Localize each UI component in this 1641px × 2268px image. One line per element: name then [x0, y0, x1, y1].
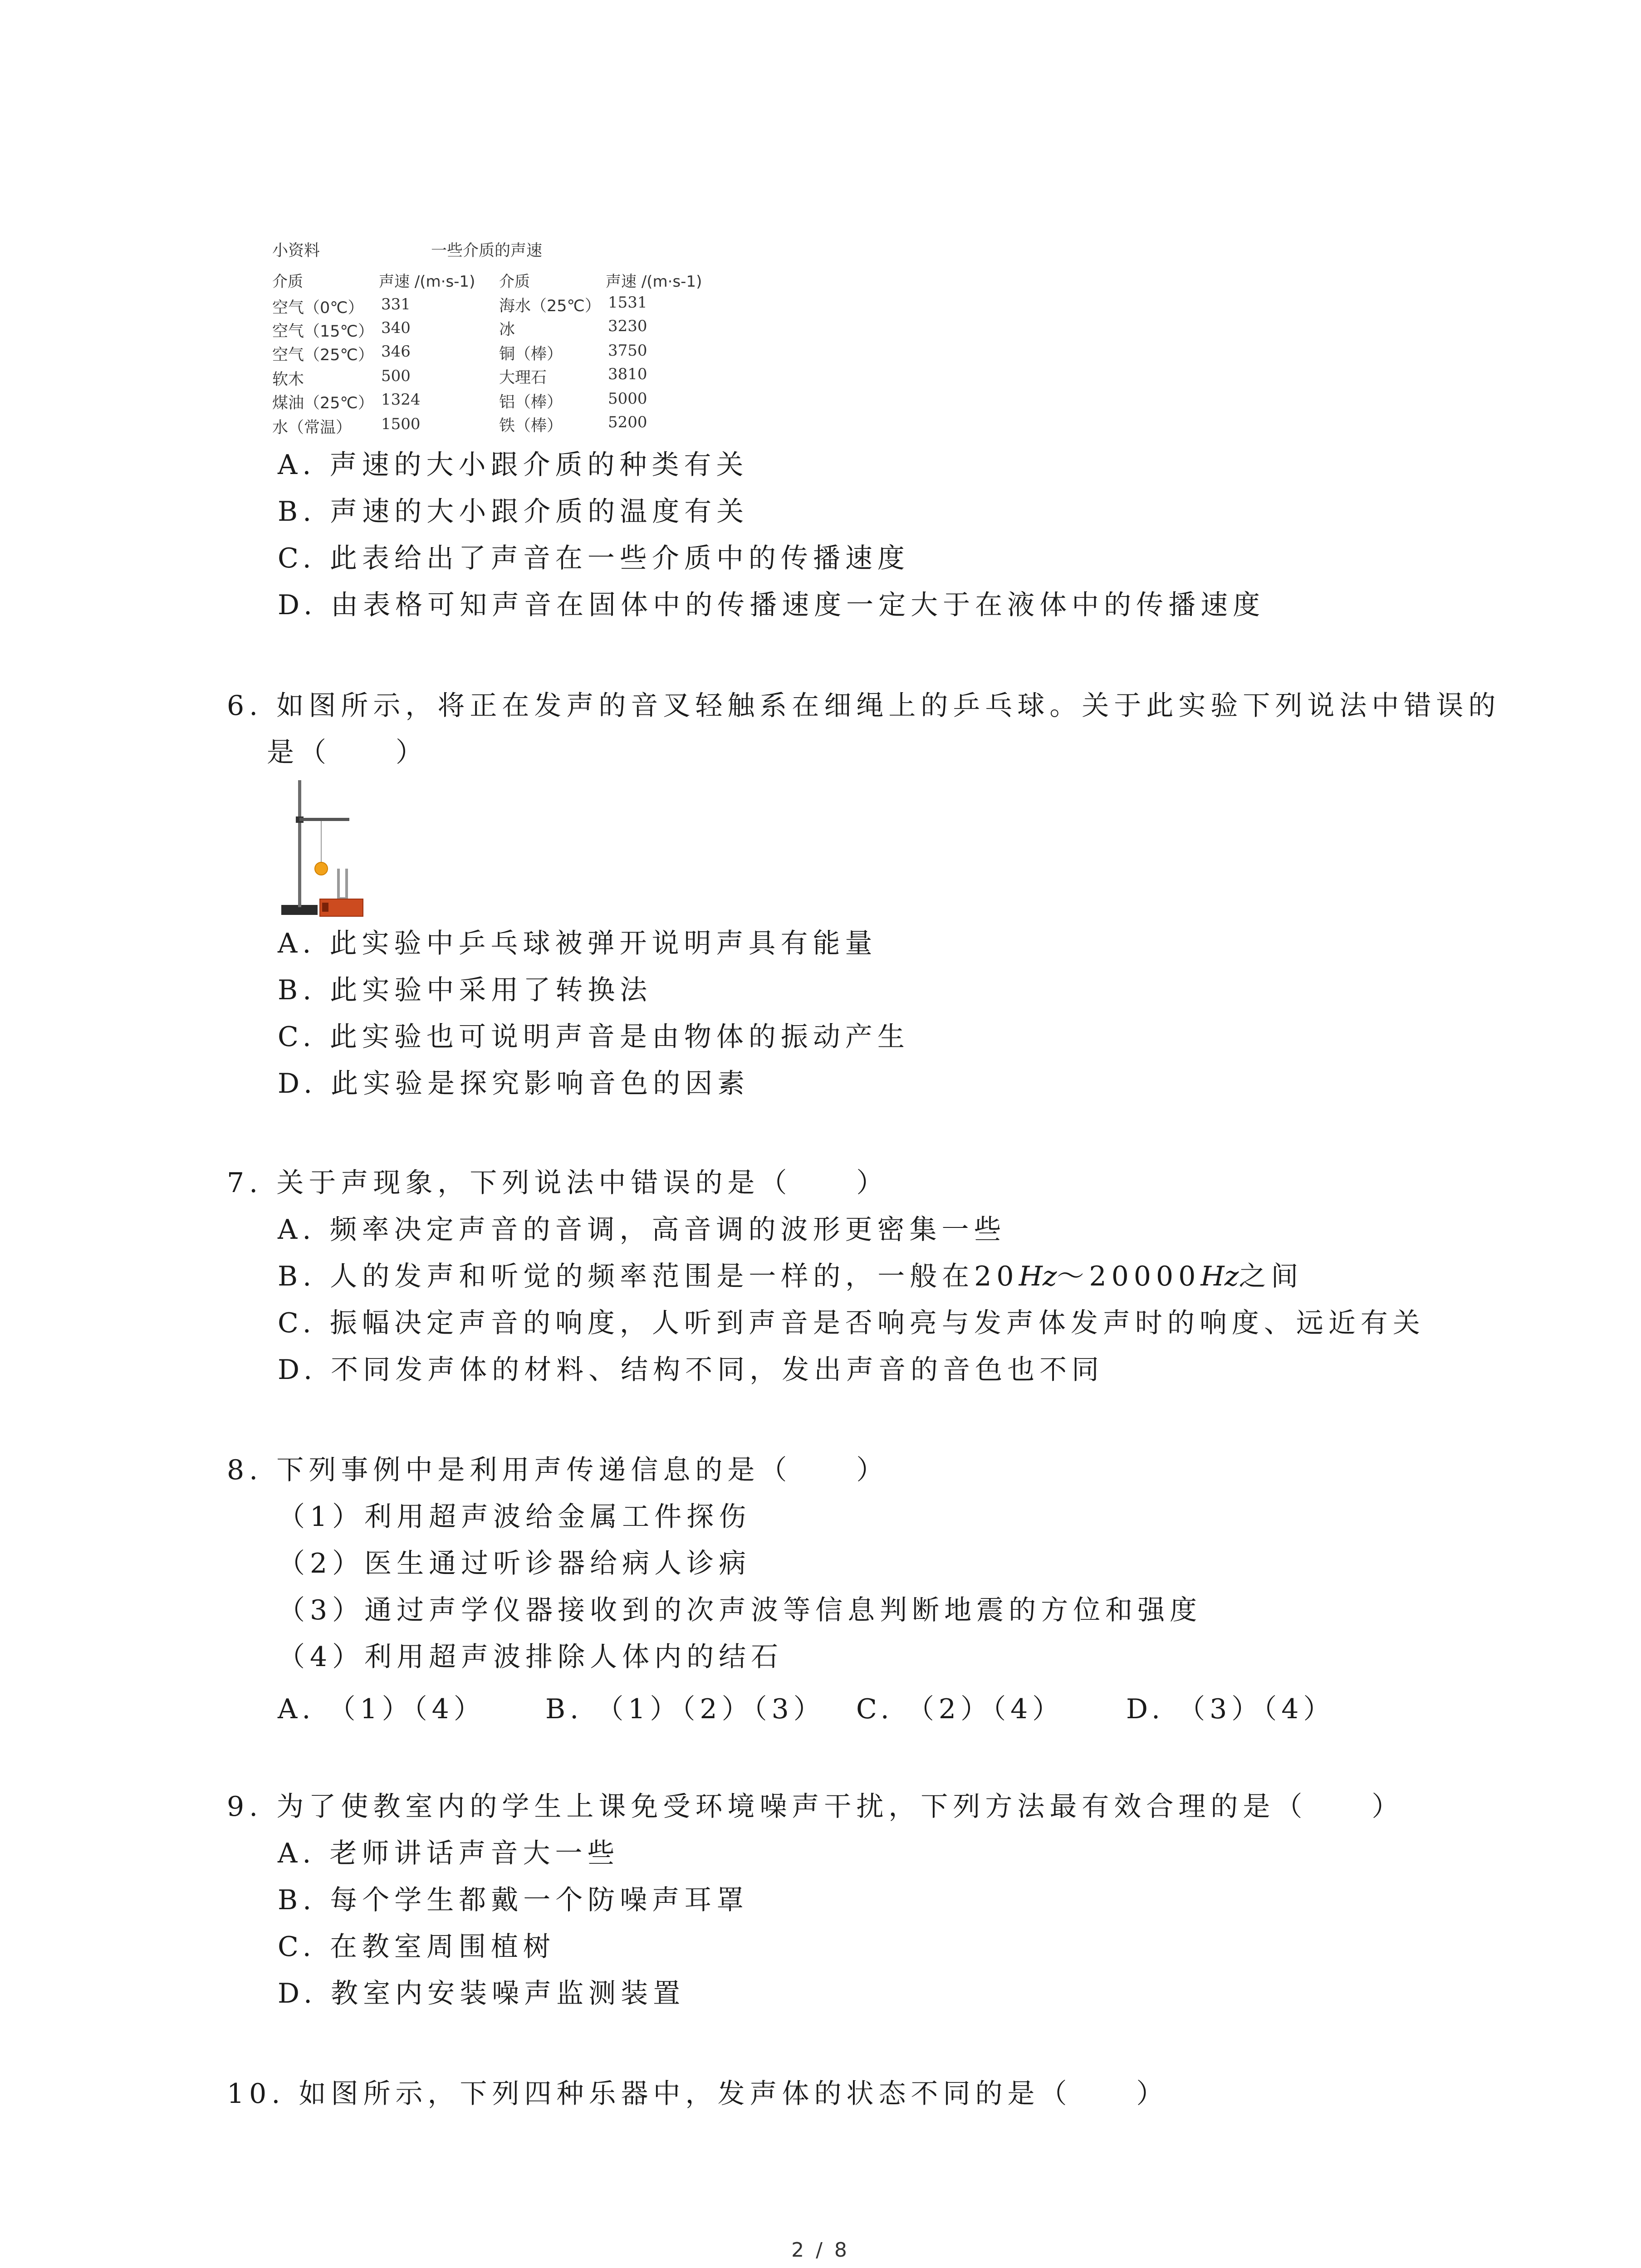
q7-option-b-text: 之间 — [1239, 1261, 1303, 1292]
table-cell-speed: 346 — [381, 342, 411, 361]
table-cell-medium: 大理石 — [499, 369, 547, 387]
table-cell-speed: 5000 — [608, 390, 647, 408]
q6-stem: 6. 如图所示，将正在发声的音叉轻触系在细绳上的乒乓球。关于此实验下列说法中错误的 — [227, 690, 1501, 722]
q7-option-d: D. 不同发声体的材料、结构不同，发出声音的音色也不同 — [278, 1354, 1104, 1386]
table-cell-medium: 铁（棒） — [499, 417, 563, 435]
tuning-fork-ball-apparatus — [277, 776, 367, 925]
ping-pong-ball — [315, 862, 328, 875]
table-head-medium: 介质 — [499, 273, 530, 291]
q8-item-4: （4）利用超声波排除人体内的结石 — [278, 1641, 784, 1673]
table-cell-speed: 331 — [381, 295, 411, 313]
q8-choice-b: B. （1）（2）（3） — [545, 1693, 825, 1725]
speed-of-sound-table — [268, 238, 721, 451]
table-cell-medium: 水（常温） — [272, 419, 352, 437]
table-cell-medium: 冰 — [499, 321, 515, 339]
table-cell-medium: 空气（0℃） — [272, 299, 364, 317]
q7-option-b-unit: Hz — [1019, 1261, 1057, 1292]
q8-choice-c: C. （2）（4） — [856, 1693, 1064, 1725]
table-cell-medium: 煤油（25℃） — [272, 394, 374, 412]
stand-arm — [299, 818, 349, 821]
q8-choice-d: D. （3）（4） — [1126, 1693, 1335, 1725]
q7-option-b-text: ～20000 — [1057, 1261, 1201, 1292]
q8-item-2: （2）医生通过听诊器给病人诊病 — [278, 1548, 751, 1579]
table-cell-medium: 铜（棒） — [499, 345, 563, 363]
q8-item-3: （3）通过声学仪器接收到的次声波等信息判断地震的方位和强度 — [278, 1594, 1202, 1626]
table-head-speed: 声速 /(m·s-1) — [606, 273, 702, 291]
q9-option-b: B. 每个学生都戴一个防噪声耳罩 — [278, 1884, 749, 1916]
q6-stem-cont: 是（ ） — [267, 737, 428, 768]
q10-stem: 10. 如图所示，下列四种乐器中，发声体的状态不同的是（ ） — [227, 2078, 1169, 2110]
q5-option-c: C. 此表给出了声音在一些介质中的传播速度 — [278, 543, 910, 574]
table-cell-speed: 340 — [381, 319, 411, 337]
tuning-fork-prong — [345, 869, 348, 900]
q9-option-a: A. 老师讲话声音大一些 — [278, 1838, 620, 1869]
table-cell-medium: 铝（棒） — [499, 393, 563, 411]
table-cell-speed: 3230 — [608, 317, 647, 335]
q8-stem: 8. 下列事例中是利用声传递信息的是（ ） — [227, 1454, 889, 1486]
page-number: 2 / 8 — [791, 2239, 850, 2262]
resonance-box-opening — [322, 903, 328, 912]
q7-option-c: C. 振幅决定声音的响度，人听到声音是否响亮与发声体发声时的响度、远近有关 — [278, 1307, 1425, 1339]
q5-option-b: B. 声速的大小跟介质的温度有关 — [278, 496, 749, 528]
q6-option-b: B. 此实验中采用了转换法 — [278, 974, 652, 1006]
q5-option-d: D. 由表格可知声音在固体中的传播速度一定大于在液体中的传播速度 — [278, 589, 1265, 621]
q9-option-d: D. 教室内安装噪声监测装置 — [278, 1978, 686, 2009]
table-cell-medium: 软木 — [272, 371, 304, 389]
q5-option-a: A. 声速的大小跟介质的种类有关 — [278, 449, 749, 481]
q9-stem: 9. 为了使教室内的学生上课免受环境噪声干扰，下列方法最有效合理的是（ ） — [227, 1791, 1404, 1823]
table-cell-speed: 3750 — [608, 342, 647, 360]
table-cell-speed: 1500 — [381, 415, 421, 433]
table-cell-speed: 1324 — [381, 391, 421, 409]
table-cell-medium: 海水（25℃） — [499, 297, 601, 315]
q8-choice-a: A. （1）（4） — [278, 1693, 485, 1725]
table-cell-speed: 3810 — [608, 365, 647, 383]
q8-item-1: （1）利用超声波给金属工件探伤 — [278, 1501, 751, 1533]
table-cell-speed: 1531 — [608, 293, 647, 312]
tuning-fork-prong — [337, 869, 340, 900]
tuning-fork-figure — [277, 776, 367, 925]
table-note-label: 小资料 — [272, 242, 320, 260]
table-head-speed: 声速 /(m·s-1) — [379, 273, 475, 291]
stand-rod — [298, 780, 301, 907]
table-cell-medium: 空气（25℃） — [272, 346, 374, 364]
q7-option-b-unit: Hz — [1200, 1261, 1239, 1292]
q7-stem: 7. 关于声现象，下列说法中错误的是（ ） — [227, 1167, 889, 1199]
q9-option-c: C. 在教室周围植树 — [278, 1931, 555, 1963]
table-head-medium: 介质 — [272, 273, 303, 291]
q6-option-d: D. 此实验是探究影响音色的因素 — [278, 1068, 750, 1100]
q6-option-c: C. 此实验也可说明声音是由物体的振动产生 — [278, 1021, 910, 1053]
q7-option-b-text: B. 人的发声和听觉的频率范围是一样的，一般在20 — [278, 1261, 1019, 1292]
table-cell-medium: 空气（15℃） — [272, 323, 374, 341]
q6-option-a: A. 此实验中乒乓球被弹开说明声具有能量 — [278, 928, 877, 959]
table-cell-speed: 5200 — [608, 413, 647, 431]
table-cell-speed: 500 — [381, 367, 411, 385]
q7-option-a: A. 频率决定声音的音调，高音调的波形更密集一些 — [278, 1214, 1006, 1246]
q8-choices — [278, 1692, 1503, 1728]
q7-option-b — [278, 1259, 1303, 1294]
table-caption: 一些介质的声速 — [431, 242, 543, 260]
